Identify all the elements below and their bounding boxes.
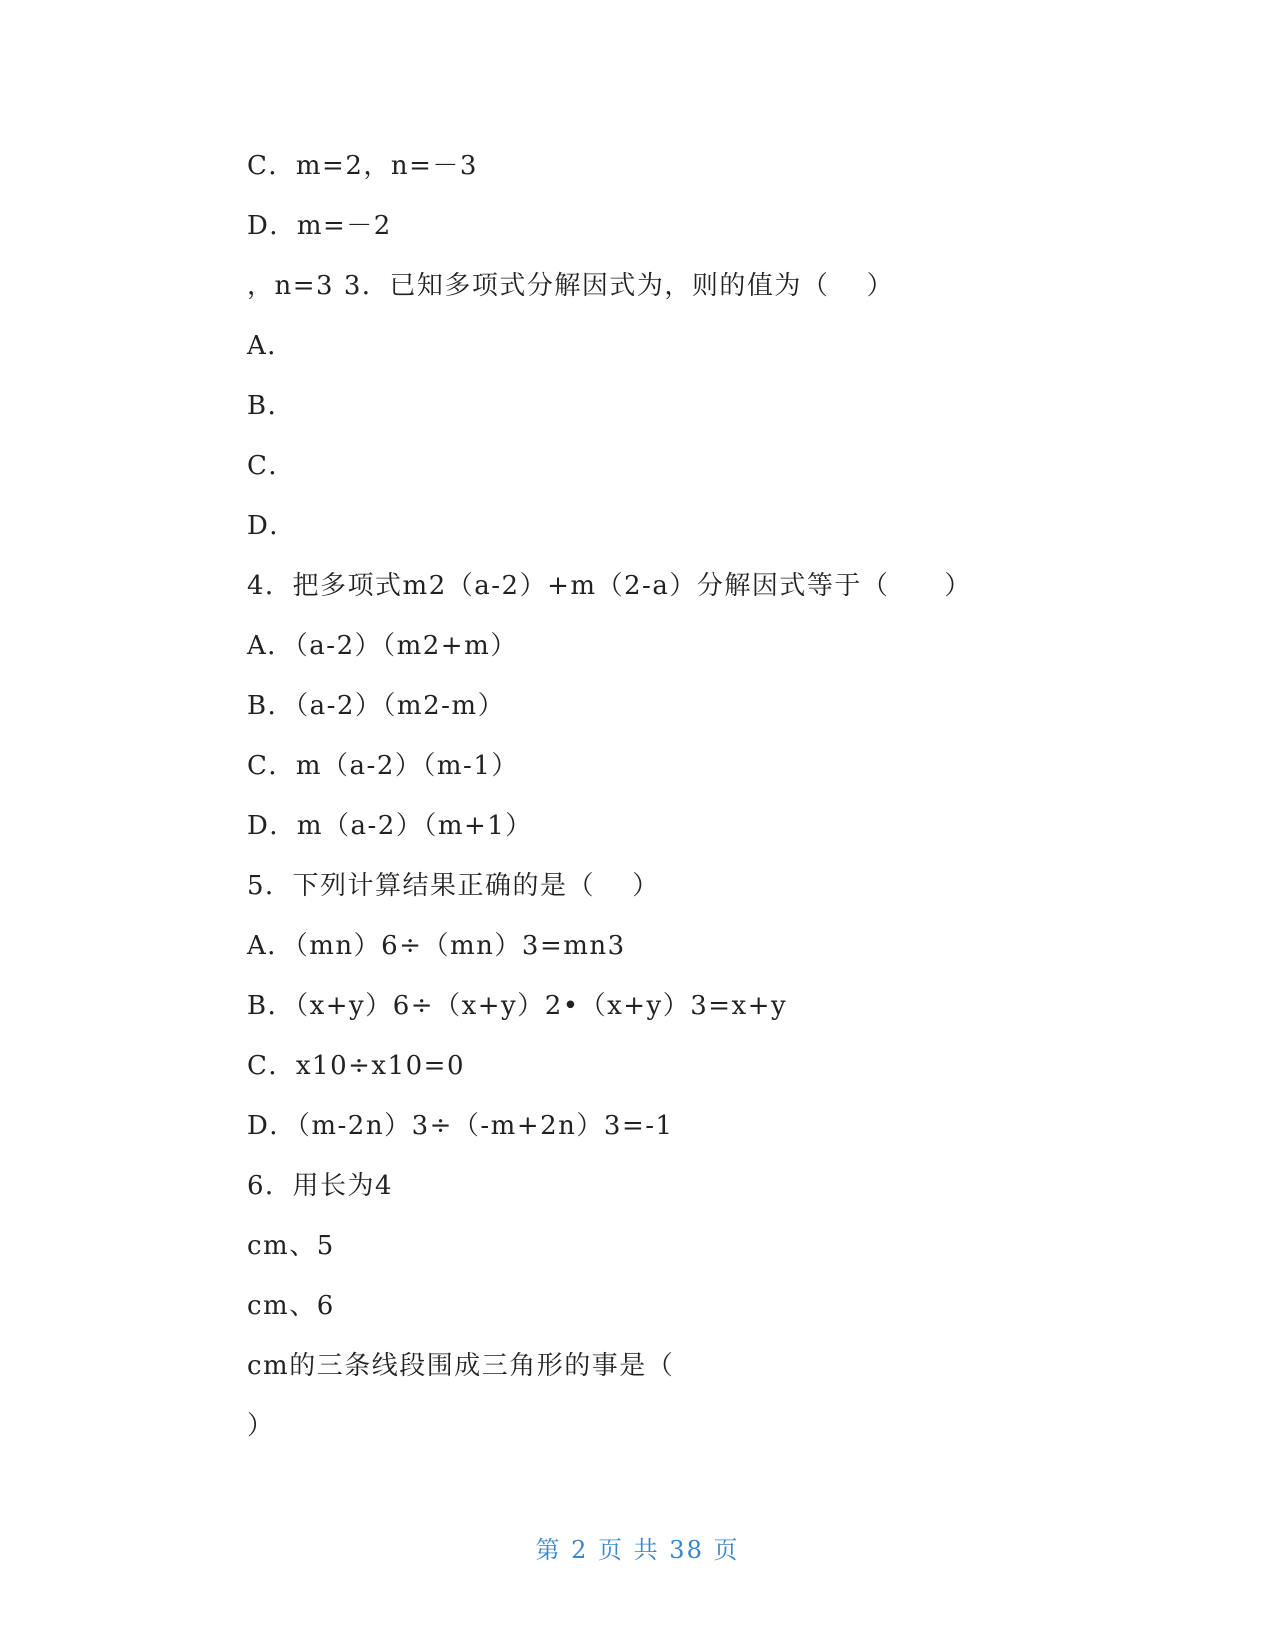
option-c-line: C． bbox=[247, 451, 296, 481]
question-6-line: cm、5 bbox=[247, 1231, 335, 1261]
page-footer: 第 2 页 共 38 页 bbox=[535, 1536, 740, 1564]
option-d-line: D．m=－2 bbox=[247, 211, 392, 241]
option-c-line: C．m=2，n=－3 bbox=[247, 151, 478, 181]
option-d-line: D．m（a-2）（m+1） bbox=[247, 811, 533, 841]
option-a-line: A．（a-2）（m2+m） bbox=[247, 631, 518, 661]
question-3-line: ，n=3 3．已知多项式分解因式为，则的值为（ ） bbox=[247, 271, 895, 301]
question-4-line: 4．把多项式m2（a-2）+m（2-a）分解因式等于（ ） bbox=[247, 571, 972, 601]
question-6-line: cm、6 bbox=[247, 1291, 335, 1321]
option-a-line: A．（mn）6÷（mn）3=mn3 bbox=[247, 931, 626, 961]
question-6-line: 6．用长为4 bbox=[247, 1171, 394, 1201]
option-b-line: B． bbox=[247, 391, 296, 421]
option-c-line: C．x10÷x10=0 bbox=[247, 1051, 466, 1081]
question-6-line: ） bbox=[247, 1411, 275, 1441]
option-d-line: D．（m-2n）3÷（-m+2n）3=-1 bbox=[247, 1111, 674, 1141]
question-6-line: cm的三条线段围成三角形的事是（ bbox=[247, 1351, 675, 1381]
option-a-line: A． bbox=[247, 331, 295, 361]
option-d-line: D． bbox=[247, 511, 297, 541]
document-body bbox=[247, 148, 1147, 1468]
question-5-line: 5．下列计算结果正确的是（ ） bbox=[247, 871, 660, 901]
option-c-line: C．m（a-2）（m-1） bbox=[247, 751, 519, 781]
option-b-line: B．（x+y）6÷（x+y）2•（x+y）3=x+y bbox=[247, 991, 788, 1021]
option-b-line: B．（a-2）（m2-m） bbox=[247, 691, 506, 721]
